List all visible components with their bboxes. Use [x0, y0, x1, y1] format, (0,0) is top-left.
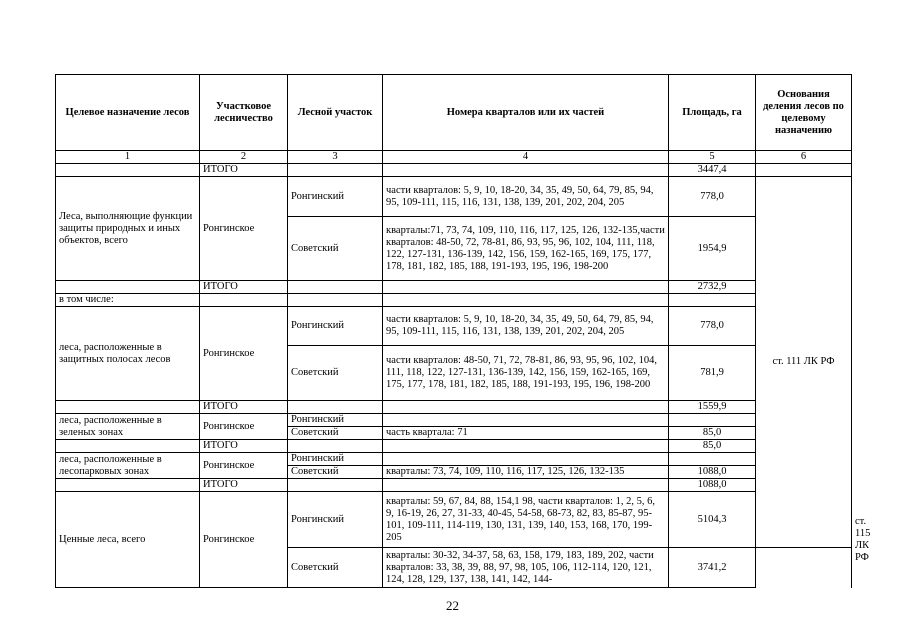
table-row — [56, 164, 852, 177]
quarters-cell: части кварталов: 5, 9, 10, 18-20, 34, 35, 49, 50, 64, 79, 85, 94, 95, 109-111, 115, 116, 131, 138, 139, 201, 202, 204, 205 — [383, 177, 669, 217]
area-cell: 778,0 — [669, 177, 756, 217]
purpose-cell: Ценные леса, всего — [56, 492, 200, 588]
subtotal-area: 1559,9 — [669, 401, 756, 414]
plot-cell: Ронгинский — [288, 414, 383, 427]
table-row — [56, 401, 852, 414]
column-number-row — [56, 151, 852, 164]
table-row — [56, 414, 852, 427]
quarters-cell: кварталы:71, 73, 74, 109, 110, 116, 117, 125, 126, 132-135,части кварталов: 48-50, 72, 78-81, 86, 93, 95, 96, 102, 104, 111, 118, 122, 127-131, 136-139, 142, 156, 159, 162-165, 169, 175, 177, 178, 181, 182, 185, 188, 191-193, 195, 196, 198-200 — [383, 217, 669, 281]
column-number: 1 — [56, 151, 200, 164]
column-number: 4 — [383, 151, 669, 164]
header-plot: Лесной участок — [288, 75, 383, 151]
area-cell: 85,0 — [669, 427, 756, 440]
area-cell: 781,9 — [669, 346, 756, 401]
purpose-cell: леса, расположенные в защитных полосах лесов — [56, 307, 200, 401]
subtotal-area: 1088,0 — [669, 479, 756, 492]
subtotal-area: 85,0 — [669, 440, 756, 453]
forestry-cell: Ронгинское — [200, 177, 288, 281]
column-number: 5 — [669, 151, 756, 164]
forestry-cell: Ронгинское — [200, 307, 288, 401]
table-row — [56, 281, 852, 294]
table-row — [56, 453, 852, 466]
plot-cell: Ронгинский — [288, 453, 383, 466]
total-label: ИТОГО — [200, 164, 288, 177]
purpose-cell: леса, расположенные в зеленых зонах — [56, 414, 200, 440]
plot-cell: Ронгинский — [288, 307, 383, 346]
total-label: ИТОГО — [200, 401, 288, 414]
subtotal-area: 2732,9 — [669, 281, 756, 294]
quarters-cell: части кварталов: 5, 9, 10, 18-20, 34, 35, 49, 50, 64, 79, 85, 94, 95, 109-111, 115, 116, 131, 138, 139, 201, 202, 204, 205 — [383, 307, 669, 346]
purpose-cell: леса, расположенные в лесопарковых зонах — [56, 453, 200, 479]
area-cell: 1088,0 — [669, 466, 756, 479]
area-cell: 3741,2 — [669, 548, 756, 588]
plot-cell: Советский — [288, 548, 383, 588]
plot-cell: Ронгинский — [288, 177, 383, 217]
area-cell: 5104,3 — [669, 492, 756, 548]
quarters-cell: кварталы: 59, 67, 84, 88, 154,1 98, части кварталов: 1, 2, 5, 6, 9, 16-19, 26, 27, 31-33, 40-45, 54-58, 68-73, 82, 83, 85-87, 95-101, 109-111, 114-119, 130, 131, 139, 140, 153, 168, 170, 199-205 — [383, 492, 669, 548]
quarters-cell: часть квартала: 71 — [383, 427, 669, 440]
quarters-cell: части кварталов: 48-50, 71, 72, 78-81, 86, 93, 95, 96, 102, 104, 111, 118, 122, 127-131, 136-139, 142, 156, 159, 162-165, 169, 175, 177, 178, 181, 182, 185, 188, 191-193, 195, 196, 198-200 — [383, 346, 669, 401]
table-row — [56, 307, 852, 346]
table-row — [56, 440, 852, 453]
purpose-cell: Леса, выполняющие функции защиты природных и иных объектов, всего — [56, 177, 200, 281]
table-row — [56, 479, 852, 492]
table-row — [56, 177, 852, 217]
plot-cell: Советский — [288, 346, 383, 401]
forestry-cell: Ронгинское — [200, 414, 288, 440]
plot-cell: Советский — [288, 217, 383, 281]
forest-purpose-table — [55, 74, 871, 588]
forestry-cell: Ронгинское — [200, 492, 288, 588]
quarters-cell: кварталы: 73, 74, 109, 110, 116, 117, 125, 126, 132-135 — [383, 466, 669, 479]
total-label: ИТОГО — [200, 479, 288, 492]
plot-cell: Советский — [288, 466, 383, 479]
column-number: 3 — [288, 151, 383, 164]
plot-cell: Советский — [288, 427, 383, 440]
forestry-cell: Ронгинское — [200, 453, 288, 479]
page-number: 22 — [446, 598, 459, 613]
plot-cell: Ронгинский — [288, 492, 383, 548]
header-forestry: Участковое лесничество — [200, 75, 288, 151]
table-row — [56, 294, 852, 307]
column-number: 6 — [756, 151, 852, 164]
quarters-cell: кварталы: 30-32, 34-37, 58, 63, 158, 179, 183, 189, 202, части кварталов: 33, 38, 39, 88, 97, 98, 105, 106, 112-114, 120, 121, 124, 128, 129, 137, 138, 141, 142, 144- — [383, 548, 669, 588]
total-label: ИТОГО — [200, 440, 288, 453]
header-purpose: Целевое назначение лесов — [56, 75, 200, 151]
total-label: ИТОГО — [200, 281, 288, 294]
table-row: Ценные леса, всего Ронгинское Ронгинский кварталы: 59, 67, 84, 88, 154,1 98, части кварталов: 1, 2, 5, 6, 9, 16-19, 26, 27, 31-33, 40-45, 54-58, 68-73, 82, 83, 85-87, 95-101, 109-111, 114-119, 130, 131, 139, 140, 153, 168, 170, 199-205 5104,3 ст. 115 ЛК РФ — [56, 492, 852, 548]
table-header-row — [56, 75, 852, 151]
area-cell: 1954,9 — [669, 217, 756, 281]
header-area: Площадь, га — [669, 75, 756, 151]
basis-cell: ст. 111 ЛК РФ — [756, 177, 852, 548]
header-basis: Основания деления лесов по целевому назначению — [756, 75, 852, 151]
column-number: 2 — [200, 151, 288, 164]
grand-total-area: 3447,4 — [669, 164, 756, 177]
subheading-cell: в том числе: — [56, 294, 200, 307]
area-cell: 778,0 — [669, 307, 756, 346]
header-quarters: Номера кварталов или их частей — [383, 75, 669, 151]
